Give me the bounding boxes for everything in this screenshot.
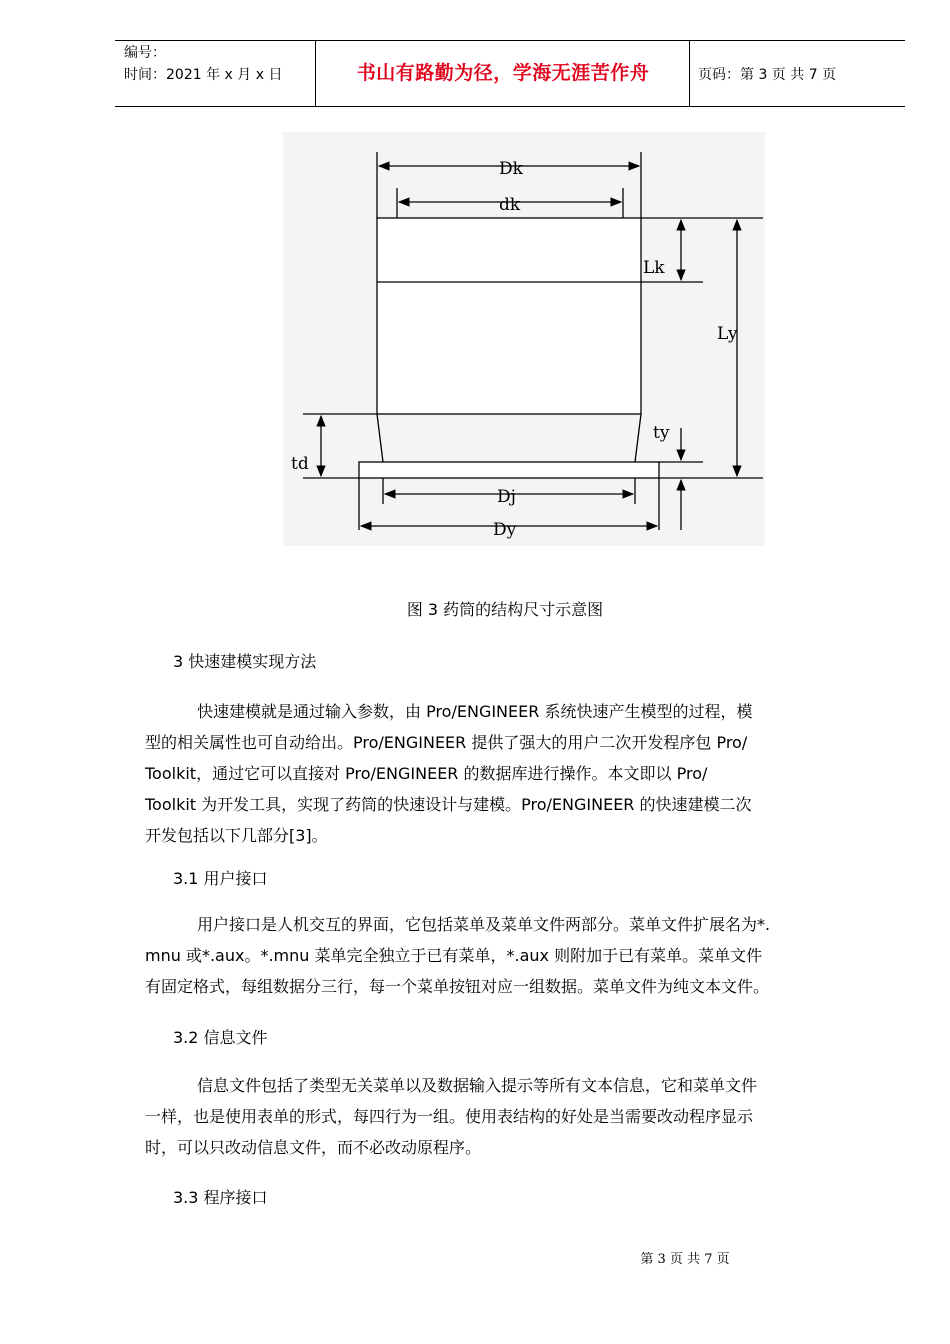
paragraph-line: 一样，也是使用表单的形式，每四行为一组。使用表结构的好处是当需要改动程序显示	[145, 1107, 754, 1126]
section-3-2-heading: 3.2 信息文件	[173, 1028, 268, 1047]
section-3-2-paragraph	[145, 1070, 885, 1163]
cartridge-body	[377, 218, 641, 414]
paragraph-line: Toolkit 为开发工具，实现了药筒的快速设计与建模。Pro/ENGINEER 的快速建模二次	[145, 795, 752, 814]
header-number-label: 编号：	[124, 45, 166, 61]
section-3-3-heading: 3.3 程序接口	[173, 1188, 268, 1207]
rim-rect	[359, 462, 659, 478]
paragraph-line: mnu 或*.aux。*.mnu 菜单完全独立于已有菜单，*.aux 则附加于已有菜单。菜单文件	[145, 946, 763, 965]
header-meta	[124, 42, 282, 86]
figure-caption: 图 3 药筒的结构尺寸示意图	[406, 600, 604, 619]
header-motto: 书山有路勤为径，学海无涯苦作舟	[356, 62, 650, 84]
label-ty: ty	[653, 423, 670, 443]
label-Dy: Dy	[493, 520, 517, 540]
paragraph-line: 型的相关属性也可自动给出。Pro/ENGINEER 提供了强大的用户二次开发程序包 Pro/	[145, 733, 748, 752]
page-footer: 第 3 页 共 7 页	[640, 1252, 730, 1267]
label-Dj: Dj	[497, 487, 516, 507]
header-top-rule	[115, 40, 905, 41]
paragraph-line: 有固定格式，每组数据分三行，每一个菜单按钮对应一组数据。菜单文件为纯文本文件。	[145, 977, 770, 996]
label-Lk: Lk	[643, 258, 665, 278]
label-Ly: Ly	[717, 324, 738, 344]
label-Dk: Dk	[499, 159, 523, 179]
diagram-svg	[283, 132, 765, 546]
section-3-1-heading: 3.1 用户接口	[173, 869, 268, 888]
section-3-heading: 3 快速建模实现方法	[173, 652, 317, 671]
header-bottom-rule	[115, 106, 905, 107]
section-3-1-paragraph	[145, 909, 885, 1002]
label-td: td	[291, 454, 309, 474]
paragraph-line: 快速建模就是通过输入参数，由 Pro/ENGINEER 系统快速产生模型的过程，模	[197, 702, 753, 721]
section-3-paragraph	[145, 696, 885, 851]
paragraph-line: 信息文件包括了类型无关菜单以及数据输入提示等所有文本信息，它和菜单文件	[197, 1076, 758, 1095]
header-page-label: 页码：第 3 页 共 7 页	[698, 67, 837, 83]
paragraph-line: 开发包括以下几部分[3]。	[145, 826, 328, 845]
header-time-label: 时间：2021 年 x 月 x 日	[124, 67, 283, 83]
label-dk: dk	[499, 195, 521, 215]
paragraph-line: Toolkit，通过它可以直接对 Pro/ENGINEER 的数据库进行操作。本文即以 Pro/	[145, 764, 708, 783]
paragraph-line: 时，可以只改动信息文件，而不必改动原程序。	[145, 1138, 482, 1157]
cartridge-dimension-diagram	[283, 132, 765, 546]
paragraph-line: 用户接口是人机交互的界面，它包括菜单及菜单文件两部分。菜单文件扩展名为*.	[197, 915, 771, 934]
